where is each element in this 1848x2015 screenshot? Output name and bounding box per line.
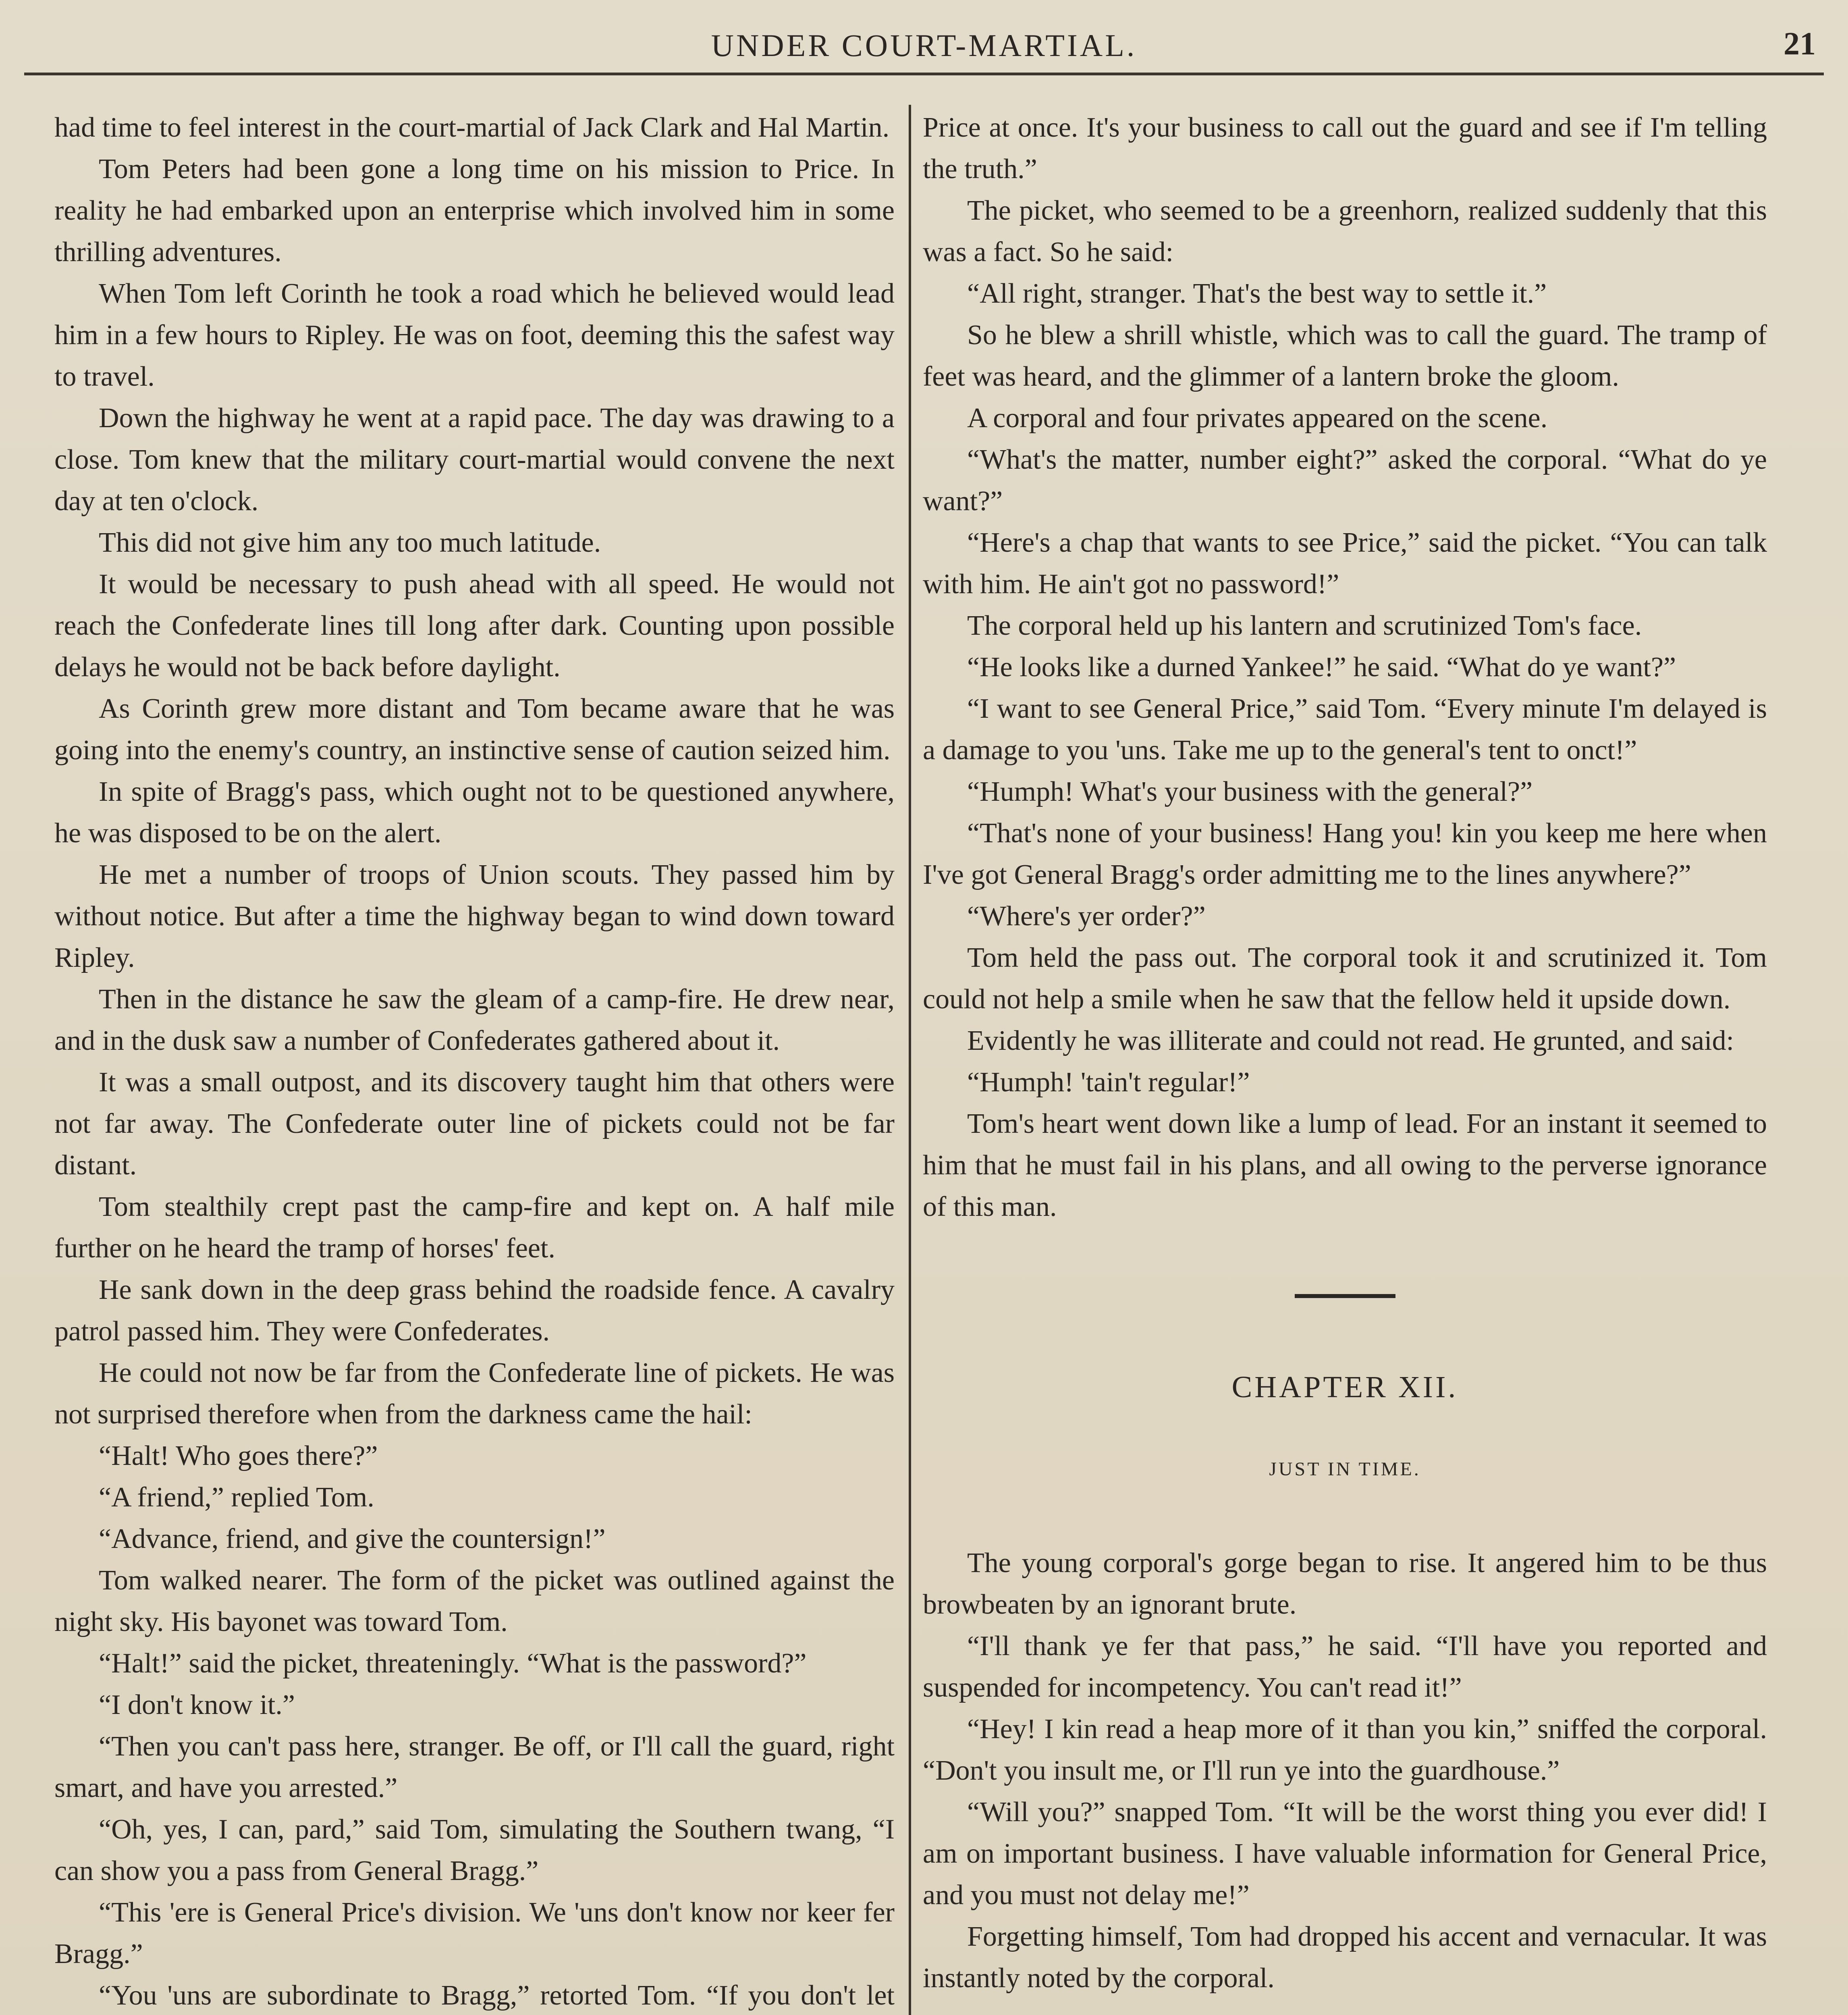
paragraph: had time to feel interest in the court-martial of Jack Clark and Hal Martin. xyxy=(54,112,890,143)
paragraph: “Halt! Who goes there?” xyxy=(99,1440,378,1471)
paragraph: Then in the distance he saw the gleam of a camp-fire. He drew near, and in the dusk saw a number of Confederates gathered about it. xyxy=(54,984,895,1056)
paragraph: Down the highway he went at a rapid pace. The day was drawing to a close. Tom knew that the military court-martial would convene the next day at ten o'clock. xyxy=(54,403,895,517)
paragraph: Evidently he was illiterate and could not read. He grunted, and said: xyxy=(967,1025,1734,1056)
paragraph: This did not give him any too much latitude. xyxy=(99,527,601,558)
paragraph: “Then you can't pass here, stranger. Be off, or I'll call the guard, right smart, and have you arrested.” xyxy=(54,1731,895,1803)
paragraph: “A friend,” replied Tom. xyxy=(99,1482,374,1513)
chapter-subtitle: JUST IN TIME. xyxy=(1269,1458,1421,1480)
paragraph: The young corporal's gorge began to rise. It angered him to be thus browbeaten by an ignorant brute. xyxy=(923,1548,1767,1620)
paragraph: “Halt!” said the picket, threateningly. “What is the password?” xyxy=(99,1648,807,1679)
paragraph: “Humph! 'tain't regular!” xyxy=(967,1067,1250,1098)
chapter-heading: CHAPTER XII. xyxy=(1231,1370,1458,1404)
paragraph: It was a small outpost, and its discovery taught him that others were not far away. The Confederate outer line of pickets could not be far distant. xyxy=(54,1067,895,1181)
paragraph: “I don't know it.” xyxy=(99,1689,295,1720)
paragraph: As Corinth grew more distant and Tom became aware that he was going into the enemy's country, an instinctive sense of caution seized him. xyxy=(54,693,895,766)
paragraph: “Oh, yes, I can, pard,” said Tom, simulating the Southern twang, “I can show you a pass from General Bragg.” xyxy=(54,1814,895,1886)
paragraph: He could not now be far from the Confederate line of pickets. He was not surprised therefore when from the darkness came the hail: xyxy=(54,1357,895,1430)
paragraph: The picket, who seemed to be a greenhorn, realized suddenly that this was a fact. So he said: xyxy=(923,195,1767,268)
paragraph: “Advance, friend, and give the countersign!” xyxy=(99,1523,606,1554)
paragraph: It would be necessary to push ahead with all speed. He would not reach the Confederate lines till long after dark. Counting upon possible delays he would not be back before daylight. xyxy=(54,569,895,683)
running-header xyxy=(24,24,1824,75)
paragraph: “He looks like a durned Yankee!” he said. “What do ye want?” xyxy=(967,652,1676,683)
paragraph: In spite of Bragg's pass, which ought not to be questioned anywhere, he was disposed to be on the alert. xyxy=(54,776,895,849)
paragraph: Tom stealthily crept past the camp-fire and kept on. A half mile further on he heard the tramp of horses' feet. xyxy=(54,1191,895,1264)
paragraph: Tom walked nearer. The form of the picket was outlined against the night sky. His bayonet was toward Tom. xyxy=(54,1565,895,1637)
paragraph: Tom's heart went down like a lump of lead. For an instant it seemed to him that he must fail in his plans, and all owing to the perverse ignorance of this man. xyxy=(923,1108,1767,1222)
paragraph: A corporal and four privates appeared on the scene. xyxy=(967,403,1548,434)
running-title: UNDER COURT-MARTIAL. xyxy=(711,28,1137,63)
paragraph: The corporal held up his lantern and scrutinized Tom's face. xyxy=(967,610,1642,641)
paragraph: When Tom left Corinth he took a road which he believed would lead him in a few hours to Ripley. He was on foot, deeming this the safest way to travel. xyxy=(54,278,895,392)
paragraph: “Where's yer order?” xyxy=(967,901,1206,932)
paragraph: “Will you?” snapped Tom. “It will be the worst thing you ever did! I am on important business. I have valuable information for General Price, and you must not delay me!” xyxy=(923,1797,1767,1911)
paragraph: Tom Peters had been gone a long time on his mission to Price. In reality he had embarked upon an enterprise which involved him in some thrilling adventures. xyxy=(54,154,895,268)
paragraph: “You 'uns are subordinate to Bragg,” retorted Tom. “If you don't let xyxy=(99,1980,895,2011)
right-column xyxy=(923,107,1767,2015)
left-column xyxy=(54,107,895,2015)
paragraph: “This 'ere is General Price's division. We 'uns don't know nor keer fer Bragg.” xyxy=(54,1897,895,1969)
paragraph: “Humph! What's your business with the general?” xyxy=(967,776,1533,807)
section-divider-rule xyxy=(1295,1294,1395,1298)
paragraph: “I'll thank ye fer that pass,” he said. “I'll have you reported and suspended for incompetency. You can't read it!” xyxy=(923,1631,1767,1703)
column-divider xyxy=(909,105,911,2015)
paragraph: “Here's a chap that wants to see Price,” said the picket. “You can talk with him. He ain't got no password!” xyxy=(923,527,1767,600)
paragraph: “That's none of your business! Hang you! kin you keep me here when I've got General Bragg's order admitting me to the lines anywhere?” xyxy=(923,818,1767,890)
paragraph: Tom held the pass out. The corporal took it and scrutinized it. Tom could not help a smile when he saw that the fellow held it upside down. xyxy=(923,942,1767,1015)
paragraph: He met a number of troops of Union scouts. They passed him by without notice. But after a time the highway began to wind down toward Ripley. xyxy=(54,859,895,973)
page-number: 21 xyxy=(1784,26,1816,62)
paragraph: So he blew a shrill whistle, which was to call the guard. The tramp of feet was heard, and the glimmer of a lantern broke the gloom. xyxy=(923,320,1767,392)
paragraph: “What's the matter, number eight?” asked the corporal. “What do ye want?” xyxy=(923,444,1767,517)
paragraph: Forgetting himself, Tom had dropped his accent and vernacular. It was instantly noted by the corporal. xyxy=(923,1921,1767,1994)
paragraph: “All right, stranger. That's the best way to settle it.” xyxy=(967,278,1547,309)
paragraph: Price at once. It's your business to call out the guard and see if I'm telling the truth.” xyxy=(923,112,1767,185)
paragraph: He sank down in the deep grass behind the roadside fence. A cavalry patrol passed him. They were Confederates. xyxy=(54,1274,895,1347)
paragraph: “Hey! I kin read a heap more of it than you kin,” sniffed the corporal. “Don't you insult me, or I'll run ye into the guardhouse.” xyxy=(923,1714,1767,1786)
paragraph: “I want to see General Price,” said Tom. “Every minute I'm delayed is a damage to you 'uns. Take me up to the general's tent to onct!” xyxy=(923,693,1767,766)
